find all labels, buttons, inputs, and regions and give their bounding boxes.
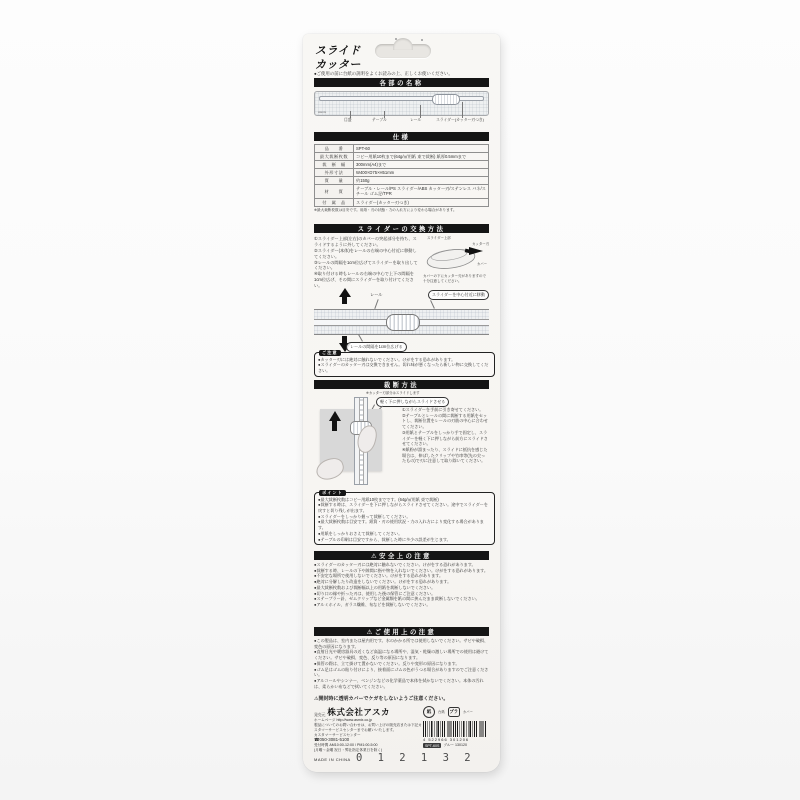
barcode-number: 4 522966 301206 bbox=[423, 737, 470, 742]
section-header-safety: ⚠安全上の注意 bbox=[314, 551, 489, 560]
arrow-up-stem bbox=[342, 296, 347, 304]
arrow-up-stem bbox=[332, 421, 337, 431]
replace-step: ③レールの間隔を1cm位広げてスライダーを取り出してください。 bbox=[314, 259, 418, 271]
rail-strip bbox=[314, 309, 489, 335]
callout-move-slider: スライダーを中心付近に移動 bbox=[428, 290, 489, 300]
spec-table-wrap bbox=[314, 144, 489, 213]
cutting-step: ④紙粉が溜まったり、スライドに抵抗を感じた場合は、伸ばしたクリップや竹串等(先の尖ったもの)で刃に注意して取り除いてください。 bbox=[402, 447, 488, 464]
usage-item: ●直射日光や暖房器具の近くなど高温になる場所や、湿気・乾燥の激しい場所での使用は避けてください。サビや破損、変色、反り等の原因になります。 bbox=[314, 649, 489, 661]
point-item: ●用紙をしっかりおさえて裁断してください。 bbox=[318, 530, 403, 536]
caution-item: ●カッター刃には絶対に触れないでください。けがをする恐れがあります。 bbox=[318, 356, 456, 362]
section-header-parts: 各部の名称 bbox=[314, 78, 489, 87]
cutting-step: ③用紙とテーブルをしっかり手で固定し、スライダーを軽く下に押しながら前方にスライドさせてください。 bbox=[402, 429, 488, 447]
company-name: 株式会社アスカ bbox=[327, 707, 391, 717]
spec-value: テーブル・レール/PS スライダー/ABS カッター刃/ステンレス バネ/スチール ゴム足/TPR bbox=[354, 185, 489, 199]
recycle-marks bbox=[423, 706, 489, 718]
cutting-steps bbox=[402, 407, 489, 464]
up-arrow-icon bbox=[339, 288, 351, 297]
figure-caption: カバーの下にカッター刃がありますので十分注意してください。 bbox=[423, 274, 486, 283]
intro-note: ●ご使用の前に台紙の説明をよくお読みの上、正しくお使いください。 bbox=[314, 71, 453, 76]
rail-diagram-label: レール bbox=[370, 292, 383, 297]
leader-line bbox=[430, 300, 434, 308]
phone-number: ☎050-3081-5100 bbox=[314, 737, 350, 743]
replace-steps bbox=[314, 236, 420, 289]
point-item: ●テーブルの印刷は目安ですから、裁断した時に多少の誤差が生じます。 bbox=[318, 536, 451, 542]
recycle-paper-icon: 紙 bbox=[423, 706, 435, 718]
cutting-step: ①スライダーを手前に引き寄せてください。 bbox=[402, 407, 484, 412]
leader-line bbox=[420, 105, 421, 118]
usage-item: ●保管の際は、立て掛けて置かないでください。反りや変形の原因になります。 bbox=[314, 660, 460, 666]
safety-item: ●裁断する時、レールの下や隙間に指や物を入れないでください。けがをする恐れがあります。 bbox=[314, 567, 488, 573]
spec-row bbox=[315, 185, 489, 199]
label-rail: レール bbox=[410, 118, 422, 122]
cutter-ruler-illustration bbox=[314, 91, 489, 116]
footer bbox=[314, 706, 489, 764]
safety-item: ●絶対に分解したり改造をしないでください。けがをする恐れがあります。 bbox=[314, 579, 452, 585]
open-warning: ⚠開封時に透明カバーでケガをしないようご注意ください。 bbox=[314, 696, 449, 702]
safety-item: ●スライダーのカッター刃には絶対に触れないでください。けがをする恐れがあります。 bbox=[314, 562, 476, 567]
recycle-paper-label: 台紙 bbox=[438, 709, 445, 714]
contact-note: 製品についてのお問い合わせは、お買い上げの販売店または下記カスタマーサービスセンターまでお願いいたします。 bbox=[314, 722, 422, 732]
brand-mark: Asmix bbox=[318, 109, 327, 114]
code-row bbox=[423, 743, 489, 748]
hours-note: (月曜～金曜 祝日・弊社指定休業日を除く) bbox=[314, 748, 383, 753]
publisher-label: 発売元 bbox=[314, 712, 326, 717]
point-tab: ポイント bbox=[319, 490, 346, 497]
cutting-section bbox=[314, 391, 489, 487]
figure-label-blade: カッター刃 bbox=[472, 242, 489, 246]
slider-on-rail bbox=[386, 314, 420, 331]
cutting-figure bbox=[314, 395, 394, 487]
footer-right bbox=[423, 706, 489, 748]
safety-item: ●アルミホイル、ガラス繊維、布などを裁断しないでください。 bbox=[314, 602, 431, 608]
section-header-cutting: 裁断方法 bbox=[314, 380, 489, 389]
spec-value: コピー用紙10枚まで(64g/㎡用紙 束で裁断) 紙厚0.5mmまで bbox=[354, 153, 489, 161]
section-header-spec: 仕様 bbox=[314, 132, 489, 141]
usage-item: ●ゴム足はゴムの貼り付けにより、接着面にゴムの色がうつる場合がありますのでご注意ください。 bbox=[314, 666, 489, 678]
model-code-box: SPT-60S bbox=[425, 743, 440, 748]
spec-label: 外形寸法 bbox=[315, 169, 354, 177]
figure-label-slider-top: スライダー上部 bbox=[427, 236, 451, 240]
safety-item: ●最大裁断枚数および裁断幅以上の用紙を裁断しないでください。 bbox=[314, 584, 436, 590]
spec-label: 質 量 bbox=[315, 177, 354, 185]
color-code: ブルー 130120 bbox=[443, 743, 468, 748]
euro-hang-hole bbox=[375, 44, 431, 58]
spec-value: スライダー(カッター刃つき) bbox=[354, 198, 489, 206]
spec-label: 材 質 bbox=[315, 185, 354, 199]
section-header-usage: ⚠ご使用上の注意 bbox=[314, 627, 489, 636]
safety-item: ●ステープラー針、ゼムクリップなど金属類を紙の間に挟んだまま裁断しないでください。 bbox=[314, 596, 480, 602]
recycle-plastic-label: カバー bbox=[462, 709, 473, 714]
up-arrow-icon bbox=[329, 411, 341, 421]
staple-dot bbox=[421, 39, 423, 41]
replace-figure bbox=[423, 236, 489, 289]
caution-item: ●スライダーのカッター刃は交換できません。切れ味が悪くなったら新しい物に交換してください。 bbox=[318, 362, 489, 373]
section-header-replace: スライダーの交換方法 bbox=[314, 224, 489, 233]
point-item: ●スライダーをしっかり握って裁断してください。 bbox=[318, 513, 411, 519]
company-info bbox=[314, 718, 422, 753]
spec-row bbox=[315, 198, 489, 206]
spec-row bbox=[315, 177, 489, 185]
spec-note: ※最大裁断枚数は目安です。用紙・刃の状態・力の入れ方により変わる場合があります。 bbox=[314, 207, 457, 212]
leader-line bbox=[350, 111, 351, 118]
callout-gap: レールの間隔を1cm位広げる bbox=[346, 342, 407, 352]
point-item: ●裁断する時は、スライダーを下に押しながらスライドさせてください。途中でスライダーを戻すと切り残しが出ます。 bbox=[318, 502, 488, 513]
safety-item: ●不安定な場所で使用しないでください。けがをする恐れがあります。 bbox=[314, 573, 444, 579]
label-scale: 目盛 bbox=[344, 118, 352, 122]
product-title-line2: カッター bbox=[315, 59, 361, 72]
leader-line bbox=[384, 111, 385, 118]
spec-table bbox=[314, 144, 489, 207]
spec-value: 300mm(A4)まで bbox=[354, 161, 489, 169]
safety-item: ●切り口の縁や折った刃は、使用した後の保管にご注意ください。 bbox=[314, 590, 436, 596]
point-item: ●最大裁断枚数は目安です。紙質・刃の使用状況・力の入れ方により変化する場合があります。 bbox=[318, 519, 484, 531]
caution-box bbox=[314, 349, 495, 377]
usage-item: ●この製品は、室内または屋内用です。水のかかる所では使用しないでください。サビや破損、変色の原因になります。 bbox=[314, 638, 489, 649]
spec-label: 品 番 bbox=[315, 145, 354, 153]
replace-step: ②スライダー(本体)をレールの右端の中心付近に移動してください。 bbox=[314, 247, 417, 259]
parts-diagram bbox=[314, 91, 489, 129]
product-title bbox=[315, 44, 361, 73]
caution-tab: ご注意 bbox=[319, 350, 341, 357]
big-digits: 0 1 2 1 3 2 bbox=[356, 752, 476, 764]
point-box bbox=[314, 489, 495, 545]
spec-row bbox=[315, 145, 489, 153]
service-center: カスタマーサービスセンター bbox=[314, 732, 361, 737]
replace-section bbox=[314, 236, 489, 289]
spec-label: 最大裁断枚数 bbox=[315, 153, 354, 161]
rail-diagram bbox=[314, 290, 489, 348]
spec-value: 約150g bbox=[354, 177, 489, 185]
usage-item: ●アルコールやシンナー、ベンジンなどの化学薬品で本体を拭かないでください。本体の汚れは、柔らかい布などで拭いてください。 bbox=[314, 678, 484, 689]
slider-shape bbox=[432, 94, 460, 105]
spec-value: SPT-60 bbox=[354, 145, 489, 153]
recycle-plastic-icon: プラ bbox=[448, 707, 460, 717]
package-back-panel bbox=[303, 34, 500, 772]
made-in: MADE IN CHINA bbox=[314, 756, 351, 762]
spec-row bbox=[315, 161, 489, 169]
usage-list bbox=[314, 638, 489, 689]
leader-line bbox=[462, 102, 463, 118]
spec-label: 付 属 品 bbox=[315, 198, 354, 206]
replace-step: ①スライダー上部(左右)のカバーの突起部分を持ち、スライドするように外してください。 bbox=[314, 236, 417, 247]
safety-list bbox=[314, 562, 489, 608]
label-slider: スライダー(カッター刃つき) bbox=[436, 118, 484, 122]
spec-label: 裁 断 幅 bbox=[315, 161, 354, 169]
spec-value: W400×D75×H51mm bbox=[354, 169, 489, 177]
homepage: ホームページ http://www.asmix.co.jp bbox=[314, 718, 373, 722]
label-table: テーブル bbox=[372, 118, 387, 122]
figure-label-cover: カバー bbox=[476, 262, 487, 266]
cutting-callout-small: ※カッター刃部分はスライドします bbox=[366, 391, 420, 395]
hours: 受付時間 AM10:00-12:00 / PM1:00-5:00 bbox=[314, 743, 378, 748]
replace-step: ④取り付ける時もレールの右端の中心で上下の間隔を1cm位広げ、その間にスライダーを取り付けてください。 bbox=[314, 271, 414, 288]
cutting-step: ②テーブルとレールの間に裁断する用紙をセットし、裁断位置をレールの刃筋の中心に合わせてください。 bbox=[402, 412, 488, 430]
leader-line bbox=[358, 334, 363, 341]
leader-line bbox=[374, 299, 378, 309]
barcode bbox=[423, 721, 487, 737]
point-item: ●最大裁断枚数はコピー用紙10枚までです。(64g/㎡用紙 束で裁断) bbox=[318, 496, 439, 502]
spec-row bbox=[315, 153, 489, 161]
product-title-line1: スライド bbox=[315, 45, 361, 57]
spec-row bbox=[315, 169, 489, 177]
cutting-callout-main: 軽く下に押しながらスライドさせる bbox=[376, 397, 449, 407]
